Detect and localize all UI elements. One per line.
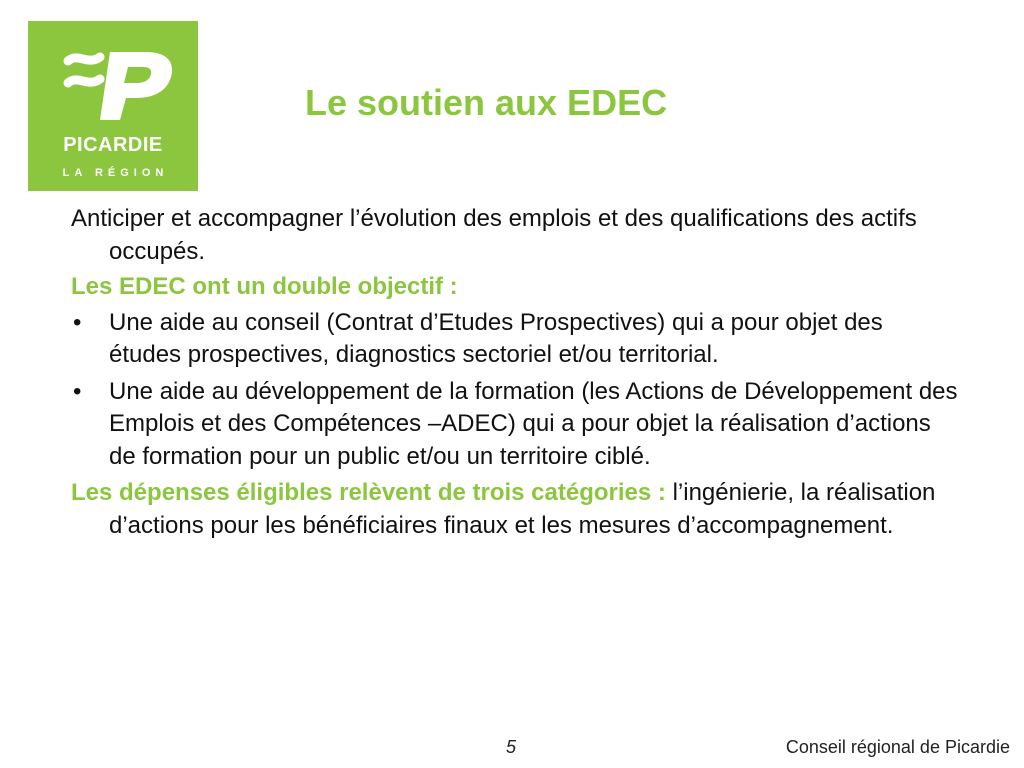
bullet-item-conseil xyxy=(71,307,961,372)
logo-name: PICARDIE xyxy=(63,134,163,156)
bullet-item-formation xyxy=(71,376,961,474)
picardie-p-logo-icon xyxy=(28,21,198,131)
slide-title: Le soutien aux EDEC xyxy=(305,82,668,123)
logo-subtitle: LA RÉGION xyxy=(62,167,169,179)
footer-organization: Conseil régional de Picardie xyxy=(785,737,1010,757)
objective-heading: Les EDEC ont un double objectif : xyxy=(71,273,458,300)
bullet-icon: • xyxy=(73,308,82,336)
expenses-paragraph xyxy=(71,477,961,542)
page-number: 5 xyxy=(506,737,517,757)
expenses-text: l’ingénierie, la réalisation d’actions pour les bénéficiaires finaux et les mesures d’accompagnement. xyxy=(109,479,936,539)
intro-paragraph: Anticiper et accompagner l’évolution des emplois et des qualifications des actifs occupés. xyxy=(71,205,917,265)
bullet-text: Une aide au conseil (Contrat d’Etudes Prospectives) qui a pour objet des études prospectives, diagnostics sectoriel et/ou territorial. xyxy=(109,308,883,368)
expenses-heading: Les dépenses éligibles relèvent de trois catégories : xyxy=(71,479,666,506)
bullet-icon: • xyxy=(73,377,82,405)
bullet-text: Une aide au développement de la formation (les Actions de Développement des Emplois et des Compétences –ADEC) qui a pour objet la réalisation d’actions de formation pour un public et/ou un territoire ciblé. xyxy=(109,377,958,470)
slide-body xyxy=(71,203,961,545)
picardie-logo xyxy=(28,21,198,191)
